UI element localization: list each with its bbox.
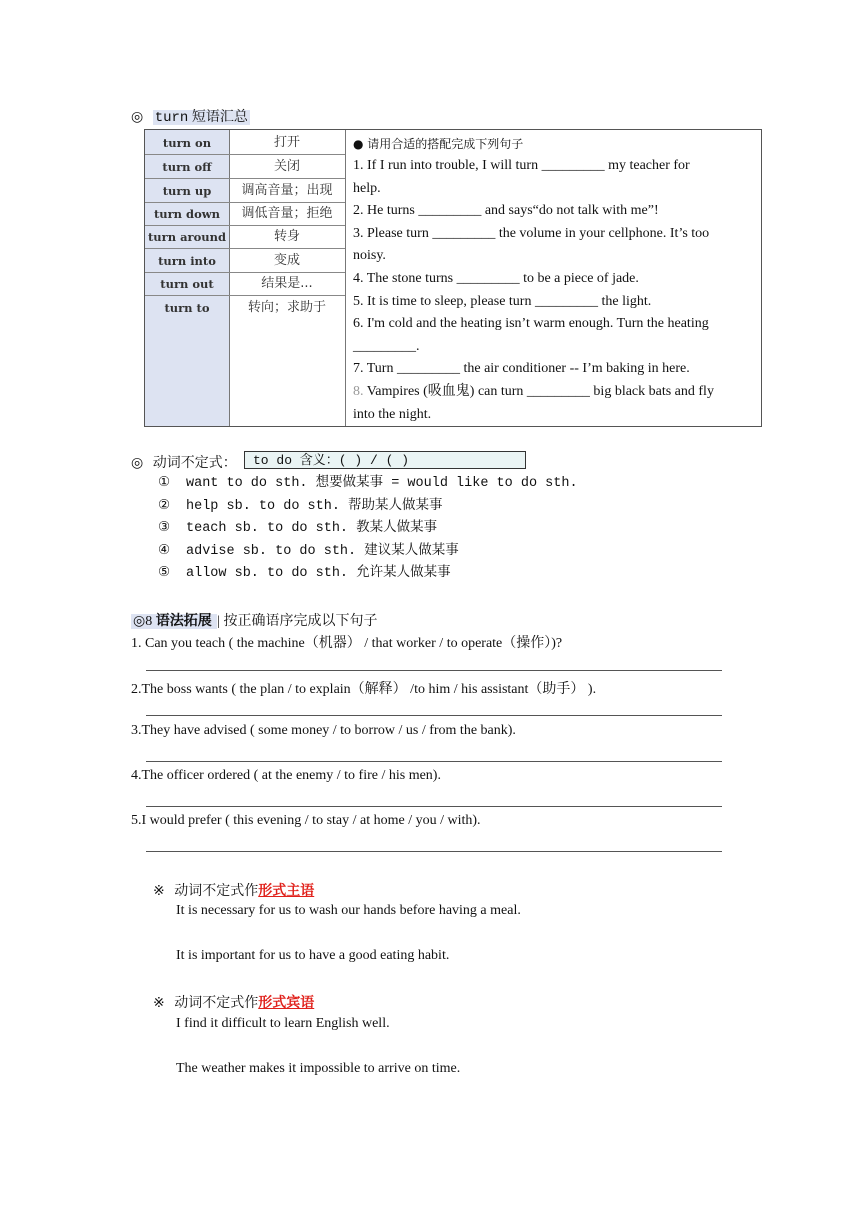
list-number: ④ bbox=[158, 543, 171, 559]
exercise-line: help. bbox=[353, 180, 381, 196]
note-1-heading bbox=[153, 880, 314, 900]
section3-heading bbox=[131, 610, 378, 630]
list-text: advise sb. to do sth. 建议某人做某事 bbox=[186, 543, 459, 559]
exercise-line: 7. Turn _________ the air conditioner -- I’m baking in here. bbox=[353, 361, 690, 377]
phrase-cn-cell: 结果是... bbox=[229, 273, 345, 296]
note-2-example: The weather makes it impossible to arrive on time. bbox=[176, 1061, 461, 1076]
exercise-line: 6. I'm cold and the heating isn’t warm enough. Turn the heating bbox=[353, 316, 709, 332]
phrase-cn-cell: 转身 bbox=[229, 226, 345, 249]
section1-symbol: ◎ bbox=[131, 110, 144, 125]
exercise-panel bbox=[353, 135, 753, 426]
phrase-en-cell: turn out bbox=[145, 273, 229, 296]
phrase-cn-cell: 打开 bbox=[229, 132, 345, 155]
phrase-en-cell: turn off bbox=[145, 156, 229, 179]
phrase-cn-cell: 调低音量；拒绝 bbox=[229, 203, 345, 226]
exercise-heading: ● 请用合适的搭配完成下列句子 bbox=[353, 137, 524, 151]
note-symbol: ※ bbox=[153, 884, 165, 899]
note-2-heading bbox=[153, 992, 314, 1012]
exercise-line: 5. It is time to sleep, please turn _________ the light. bbox=[353, 293, 652, 309]
section3-subtitle: 按正确语序完成以下句子 bbox=[223, 614, 378, 629]
question-4: 4.The officer ordered ( at the enemy / to fire / his men). bbox=[131, 768, 441, 783]
question-1: 1. Can you teach ( the machine（机器） / that worker / to operate（操作）)? bbox=[131, 636, 563, 651]
phrase-en-cell: turn on bbox=[145, 132, 229, 155]
exercise-line: into the night. bbox=[353, 406, 432, 422]
note-1-example: It is necessary for us to wash our hands before having a meal. bbox=[176, 903, 521, 918]
exercise-8-text: Vampires (吸血鬼) can turn _________ big black bats and fly bbox=[363, 383, 714, 399]
list-item bbox=[158, 473, 578, 496]
section3-divider: | bbox=[217, 614, 221, 629]
phrase-en-cell: turn up bbox=[145, 180, 229, 203]
section3-title: 语法拓展 bbox=[155, 614, 212, 629]
question-5: 5.I would prefer ( this evening / to stay / at home / you / with). bbox=[131, 813, 481, 828]
section3-tag bbox=[131, 614, 217, 629]
turn-phrase-table bbox=[144, 129, 762, 427]
section1-heading bbox=[131, 106, 250, 126]
exercise-line: 3. Please turn _________ the volume in your cellphone. It’s too bbox=[353, 225, 710, 241]
section2-heading bbox=[131, 452, 237, 472]
phrase-cn-cell: 变成 bbox=[229, 250, 345, 273]
phrase-cn-column bbox=[229, 130, 346, 426]
list-item bbox=[158, 518, 578, 541]
exercise-line-8 bbox=[353, 381, 753, 404]
note-1-example: It is important for us to have a good eating habit. bbox=[176, 948, 450, 963]
exercise-line: 1. If I run into trouble, I will turn _________ my teacher for bbox=[353, 158, 690, 173]
phrase-en-cell: turn to bbox=[164, 301, 210, 315]
list-text: want to do sth. 想要做某事 = would like to do sth. bbox=[186, 476, 578, 491]
phrase-cn-cell: 关闭 bbox=[229, 156, 345, 179]
list-text: help sb. to do sth. 帮助某人做某事 bbox=[186, 498, 443, 514]
phrase-en-cell: turn down bbox=[145, 203, 229, 226]
section3-symbol: ◎8 bbox=[133, 614, 153, 629]
exercise-line: _________. bbox=[353, 338, 420, 354]
phrase-en-cell: turn around bbox=[145, 226, 229, 249]
section2-symbol: ◎ bbox=[131, 456, 144, 471]
exercise-line: 2. He turns _________ and says“do not talk with me”! bbox=[353, 203, 659, 219]
exercise-8-number: 8. bbox=[353, 383, 364, 399]
phrase-en-column bbox=[145, 130, 230, 426]
list-number: ① bbox=[158, 476, 171, 491]
answer-line[interactable] bbox=[146, 851, 722, 852]
note-prefix: 动词不定式作 bbox=[174, 884, 259, 899]
list-number: ② bbox=[158, 498, 171, 514]
list-item bbox=[158, 496, 578, 519]
list-item bbox=[158, 541, 578, 564]
question-3: 3.They have advised ( some money / to borrow / us / from the bank). bbox=[131, 723, 516, 738]
section1-title bbox=[153, 110, 250, 125]
section1-title-cn: 短语汇总 bbox=[191, 110, 248, 125]
phrase-en-cell: turn into bbox=[145, 250, 229, 273]
answer-line[interactable] bbox=[146, 806, 722, 807]
list-number: ③ bbox=[158, 521, 171, 536]
meaning-box: to do 含义：( ) / ( ) bbox=[244, 451, 526, 469]
list-number: ⑤ bbox=[158, 566, 171, 581]
infinitive-list bbox=[158, 473, 578, 586]
answer-line[interactable] bbox=[146, 670, 722, 671]
list-item bbox=[158, 563, 578, 586]
section1-title-en: turn bbox=[154, 110, 189, 126]
exercise-line: noisy. bbox=[353, 248, 386, 264]
list-text: teach sb. to do sth. 教某人做某事 bbox=[186, 521, 438, 536]
phrase-cn-cell: 转向；求助于 bbox=[247, 300, 326, 315]
phrase-cn-cell: 调高音量；出现 bbox=[229, 180, 345, 203]
note-prefix: 动词不定式作 bbox=[174, 996, 259, 1011]
note-keyword: 形式主语 bbox=[258, 884, 315, 899]
answer-line[interactable] bbox=[146, 715, 722, 716]
note-keyword: 形式宾语 bbox=[258, 996, 315, 1011]
note-symbol: ※ bbox=[153, 996, 165, 1011]
section2-title: 动词不定式： bbox=[152, 456, 237, 471]
list-text: allow sb. to do sth. 允许某人做某事 bbox=[186, 566, 451, 581]
note-2-example: I find it difficult to learn English well. bbox=[176, 1016, 390, 1031]
answer-line[interactable] bbox=[146, 761, 722, 762]
question-2: 2.The boss wants ( the plan / to explain（解释） /to him / his assistant（助手） ). bbox=[131, 682, 597, 697]
exercise-line: 4. The stone turns _________ to be a piece of jade. bbox=[353, 270, 639, 286]
